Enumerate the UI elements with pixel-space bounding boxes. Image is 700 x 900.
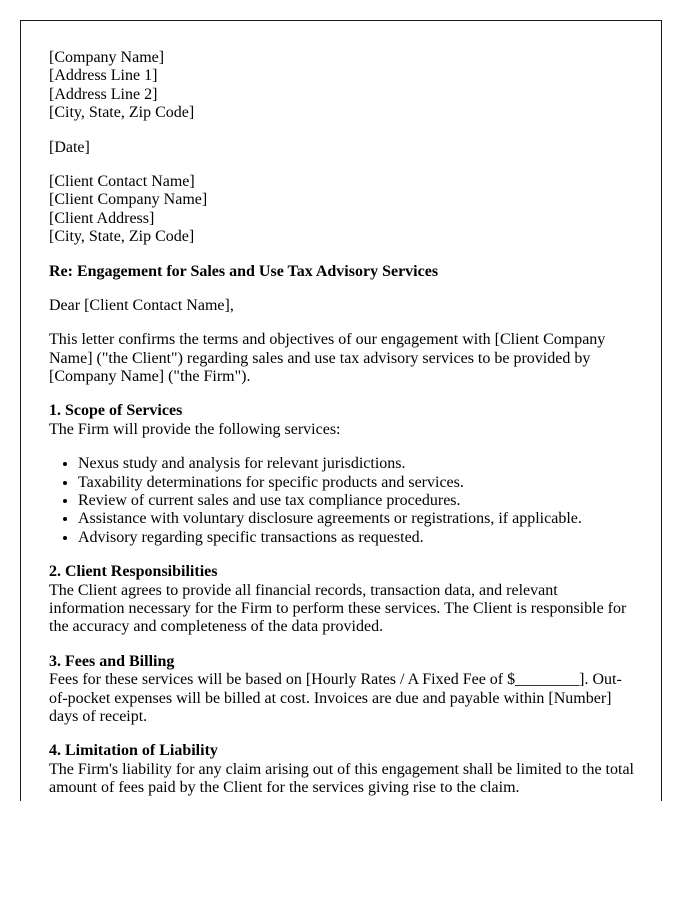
sender-city-state-zip-line: [City, State, Zip Code] — [49, 104, 195, 122]
section-client-responsibilities — [49, 563, 637, 637]
section-body-liability: The Firm's liability for any claim arising out of this engagement shall be limited to the total amount of fees paid by the Client for the services giving rise to the claim. — [49, 760, 634, 797]
section-body-fees: Fees for these services will be based on [Hourly Rates / A Fixed Fee of $________]. Out-of-pocket expenses will be billed at cost. Invoices are due and payable within [Number] days of receipt. — [49, 671, 622, 725]
sender-company-line: [Company Name] — [49, 49, 165, 66]
list-item-advisory: • Advisory regarding specific transactions as requested. — [78, 529, 637, 547]
sender-address-line-2: [Address Line 2] — [49, 85, 158, 103]
list-item-voluntary-disclosure: • Assistance with voluntary disclosure agreements or registrations, if applicable. — [78, 510, 637, 528]
date-line: [Date] — [49, 138, 90, 156]
intro-paragraph: This letter confirms the terms and objectives of our engagement with [Client Company Name] ("the Client") regarding sales and use tax advisory services to be provided by [Company Name] ("the Firm"). — [49, 331, 606, 386]
subject-line: Re: Engagement for Sales and Use Tax Advisory Services — [49, 262, 439, 280]
list-item-taxability: • Taxability determinations for specific products and services. — [78, 474, 637, 492]
letter-page — [20, 20, 662, 801]
recipient-city-state-zip-line: [City, State, Zip Code] — [49, 228, 195, 246]
section-heading-scope: 1. Scope of Services — [49, 402, 183, 420]
recipient-address-block — [49, 173, 637, 247]
salutation: Dear [Client Contact Name], — [49, 296, 234, 314]
recipient-company-line: [Client Company Name] — [49, 191, 208, 209]
section-fees-and-billing — [49, 653, 637, 727]
section-limitation-of-liability — [49, 742, 637, 797]
services-list — [49, 455, 637, 547]
section-heading-liability: 4. Limitation of Liability — [49, 742, 218, 760]
sender-address-block — [49, 49, 637, 123]
recipient-address-line: [Client Address] — [49, 209, 155, 227]
list-item-compliance-review: • Review of current sales and use tax compliance procedures. — [78, 492, 637, 510]
section-scope-of-services — [49, 402, 637, 439]
sender-address-line-1: [Address Line 1] — [49, 67, 158, 85]
section-heading-client-responsibilities: 2. Client Responsibilities — [49, 563, 218, 581]
list-item-nexus-study: • Nexus study and analysis for relevant jurisdictions. — [78, 455, 637, 473]
section-heading-fees: 3. Fees and Billing — [49, 652, 175, 670]
section-body-client-responsibilities: The Client agrees to provide all financial records, transaction data, and relevant information necessary for the Firm to perform these services. The Client is responsible for the accuracy and completeness of the data provided. — [49, 581, 627, 636]
recipient-contact-line: [Client Contact Name] — [49, 172, 195, 190]
section-body-scope: The Firm will provide the following services: — [49, 420, 341, 438]
